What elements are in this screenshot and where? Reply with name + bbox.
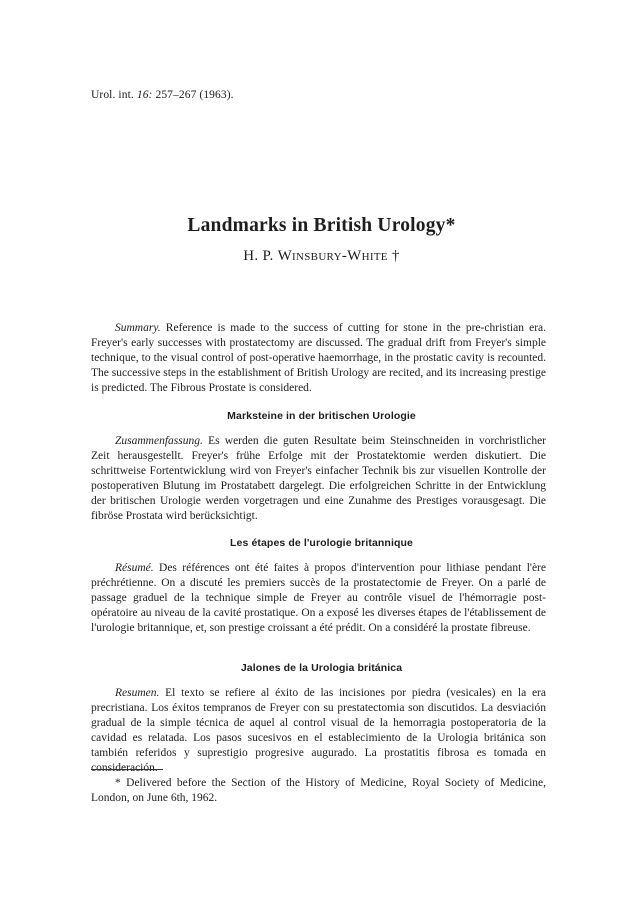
summary-french bbox=[91, 561, 546, 636]
abstract-lead-label: Resumen. bbox=[115, 687, 160, 699]
article-title: Landmarks in British Urology* bbox=[187, 215, 456, 236]
citation bbox=[91, 89, 234, 101]
abstract-text: Es werden die guten Resultate beim Steinschneiden in vorchristlicher Zeit herausgestellt. Freyer's frühe Erfolge mit der Prostatektomie werden diskutiert. Die schrittweise Fortentwicklung wird von Freyer's einfacher Technik bis zur visuellen Kontrolle der postoperativen Blutung im Prostatabett dargelegt. Die erfolgreichen Schritte in der Entwicklung der britischen Urologie werden vorgetragen und eine Zunahme des Prestiges vorausgesagt. Die fibröse Prostata wird berücksichtigt. bbox=[91, 435, 547, 522]
author-surname: Winsbury-White bbox=[277, 248, 388, 264]
abstract-text: Des références ont été faites à propos d'intervention pour lithiase pendant l'ère préchrétienne. On a discuté les premiers succès de la prostatectomie de Freyer. On a parlé de passage graduel de la technique simple de Freyer au contrôle visuel de l'hémorragie post-opératoire au niveau de la cavité prostatique. On a exposé les diverses étapes de l'établissement de l'urologie britannique, et, son prestige croissant a été prédit. On a considéré la prostate fibreuse. bbox=[91, 562, 546, 634]
summary-spanish bbox=[91, 686, 546, 776]
citation-journal: Urol. int. bbox=[91, 89, 134, 101]
summary-english bbox=[91, 321, 546, 396]
summary-german bbox=[91, 434, 546, 524]
heading-spanish: Jalones de la Urologia británica bbox=[240, 662, 403, 674]
citation-pages-year: 257–267 (1963). bbox=[155, 89, 234, 101]
heading-german: Marksteine in der britischen Urologie bbox=[227, 410, 416, 422]
abstract-lead-label: Résumé. bbox=[115, 562, 154, 574]
heading-french: Les étapes de l'urologie britannique bbox=[230, 537, 413, 549]
abstract-text: Reference is made to the success of cutting for stone in the pre-christian era. Freyer's early successes with prostatectomy are discussed. The gradual drift from Freyer's simple technique, to the visual control of post-operative haemorrhage, in the prostatic cavity is recounted. The successive steps in the establishment of British Urology are recited, and its increasing prestige is predicted. The Fibrous Prostate is considered. bbox=[91, 322, 546, 394]
abstract-lead-label: Summary. bbox=[115, 322, 161, 334]
author-initials: H. P. bbox=[243, 248, 274, 264]
footnote-rule bbox=[91, 769, 163, 770]
abstract-text: El texto se refiere al éxito de las incisiones por piedra (vesicales) en la era precristiana. Los éxitos tempranos de Freyer con su prestatectomia son discutidos. La desviación gradual de la simple técnica de aquel al control visual de la hemorragia postoperatoria de la cavidad es relatada. Los pasos sucesivos en el establecimiento de la Urologia británica son también referidos y suprestigio progresive augurado. La prostatitis fibrosa es tomada en consideración. bbox=[91, 687, 546, 774]
abstract-lead-label: Zusammenfassung. bbox=[115, 435, 203, 447]
citation-volume: 16: bbox=[136, 89, 153, 101]
footnote: * Delivered before the Section of the History of Medicine, Royal Society of Medicine, London, on June 6th, 1962. bbox=[91, 777, 546, 804]
author-line bbox=[0, 248, 643, 265]
author-deceased-mark: † bbox=[391, 248, 400, 264]
